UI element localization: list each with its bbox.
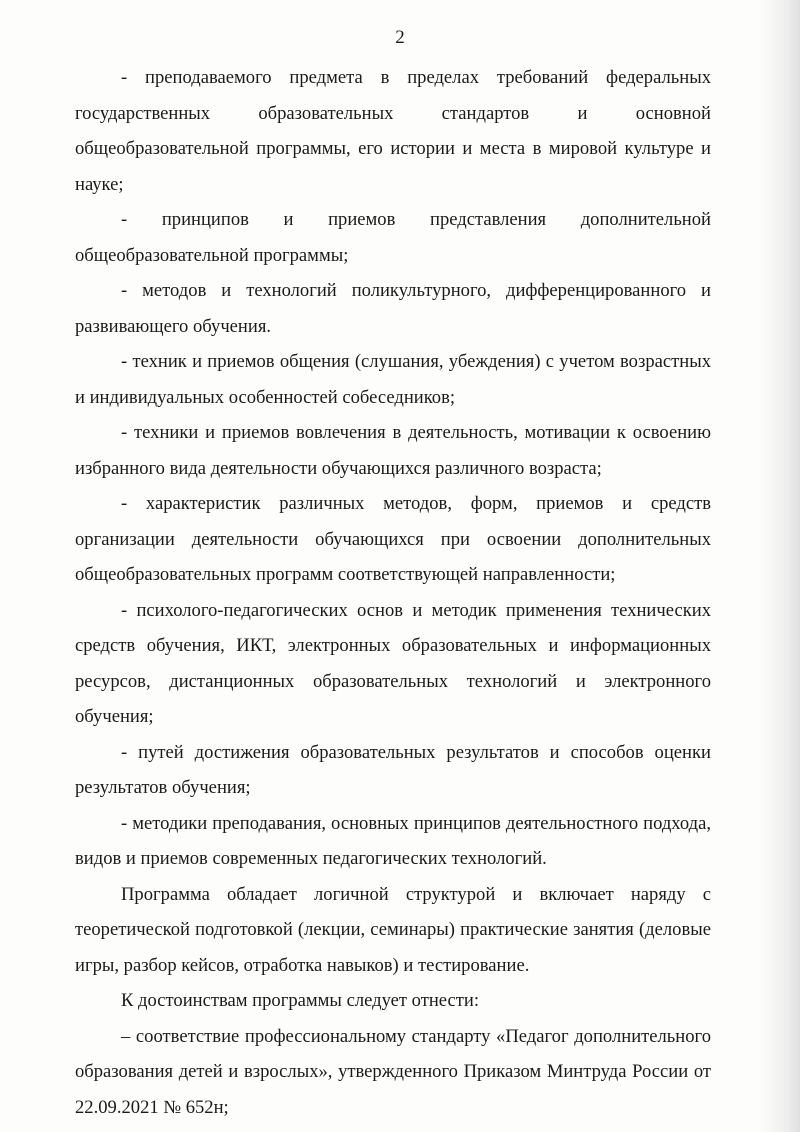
list-item-principles: - принципов и приемов представления дополнительной общеобразовательной программы; <box>75 209 711 266</box>
list-item-teaching-methods: - методики преподавания, основных принципов деятельностного подхода, видов и приемов современных педагогических технологий. <box>75 812 711 869</box>
page-number: 2 <box>395 27 405 48</box>
list-item-subject: - преподаваемого предмета в пределах требований федеральных государственных образовательных стандартов и основной общеобразовательной программы, его истории и места в мировой культуре и науке; <box>75 67 711 195</box>
list-item-results: - путей достижения образовательных результатов и способов оценки результатов обучения; <box>75 741 711 798</box>
list-item-characteristics: - характеристик различных методов, форм, приемов и средств организации деятельности обучающихся при освоении дополнительных общеобразовательных программ соответствующей направленности; <box>75 493 711 585</box>
document-body <box>75 60 711 1125</box>
paragraph-advantages-intro: К достоинствам программы следует отнести: <box>121 990 479 1011</box>
scan-edge-shadow <box>758 0 800 1132</box>
list-item-psychology: - психолого-педагогических основ и методик применения технических средств обучения, ИКТ, электронных образовательных и информационных ресурсов, дистанционных образовательных технологий и электронного обучения; <box>75 599 711 727</box>
list-item-methods: - методов и технологий поликультурного, дифференцированного и развивающего обучения. <box>75 280 711 337</box>
list-item-communication: - техник и приемов общения (слушания, убеждения) с учетом возрастных и индивидуальных особенностей собеседников; <box>75 351 711 408</box>
list-item-engagement: - техники и приемов вовлечения в деятельность, мотивации к освоению избранного вида деятельности обучающихся различного возраста; <box>75 422 711 479</box>
paragraph-structure: Программа обладает логичной структурой и включает наряду с теоретической подготовкой (лекции, семинары) практические занятия (деловые игры, разбор кейсов, отработка навыков) и тестирование. <box>75 883 711 976</box>
list-item-standard-compliance: – соответствие профессиональному стандарту «Педагог дополнительного образования детей и взрослых», утвержденного Приказом Минтруда России от 22.09.2021 № 652н; <box>75 1025 711 1118</box>
